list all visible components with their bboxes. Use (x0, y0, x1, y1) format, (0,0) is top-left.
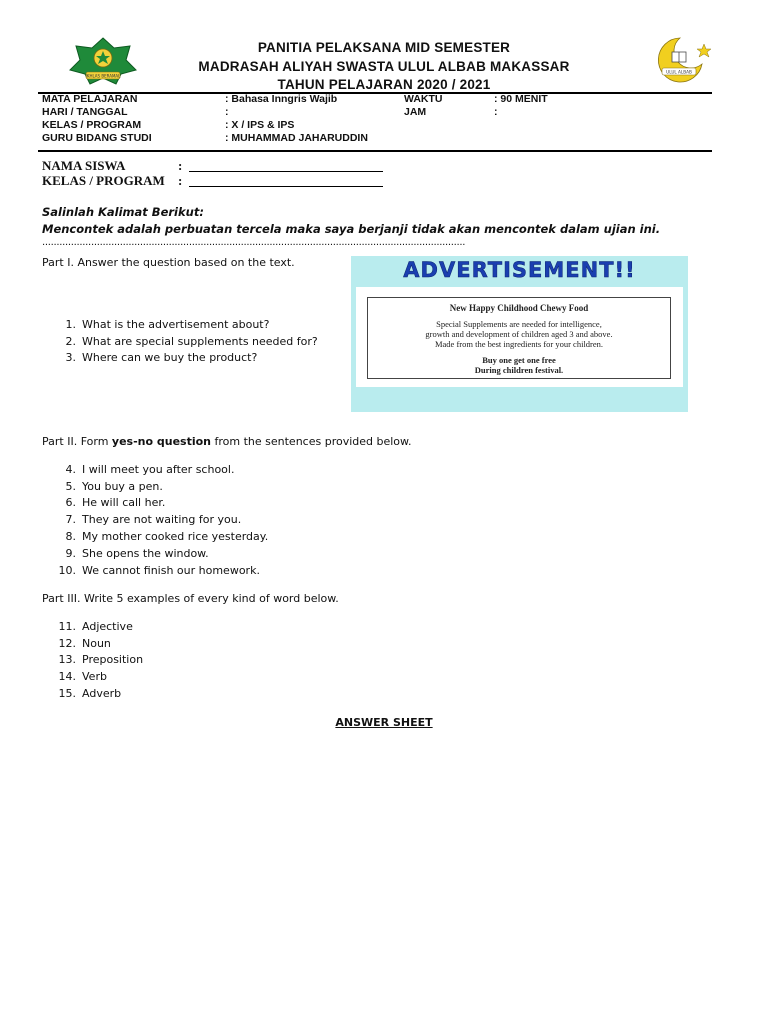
info-divider (38, 150, 712, 152)
part3-heading: Part III. Write 5 examples of every kind of word below. (42, 592, 339, 605)
part3-items (36, 618, 336, 702)
nama-siswa-field[interactable] (189, 159, 383, 172)
list-item: 5. You buy a pen. (65, 479, 163, 493)
header-line-3: TAHUN PELAJARAN 2020 / 2021 (277, 77, 491, 92)
part2-heading: Part II. Form yes-no question from the sentences provided below. (42, 435, 412, 448)
nama-siswa-label: NAMA SISWA (42, 158, 126, 173)
kelas-program-label: KELAS / PROGRAM (42, 173, 165, 188)
jam-label: JAM (404, 106, 427, 118)
list-item: 15. Adverb (58, 687, 122, 701)
kelas-label: KELAS / PROGRAM (42, 119, 142, 131)
hari-value: : (225, 106, 229, 118)
mapel-value: : Bahasa Inngris Wajib (225, 93, 338, 105)
list-item: 12. Noun (58, 636, 111, 650)
waktu-label: WAKTU (404, 93, 443, 105)
part1-questions (36, 316, 346, 366)
header-divider (38, 92, 712, 94)
mapel-label: MATA PELAJARAN (42, 93, 138, 105)
kelas-program-field[interactable] (189, 174, 383, 187)
list-item: 11. Adjective (58, 619, 133, 633)
advertisement-image (351, 256, 688, 412)
list-item: 9. She opens the window. (65, 546, 209, 560)
advertisement-line-3: Made from the best ingredients for your children. (434, 339, 604, 349)
list-item: 3. Where can we buy the product? (65, 351, 258, 365)
svg-text:IKHLAS BERAMAL: IKHLAS BERAMAL (85, 73, 121, 79)
part2-items (36, 461, 436, 579)
list-item: 7. They are not waiting for you. (65, 513, 242, 527)
kelas-colon: : (178, 173, 183, 188)
answer-sheet-heading: ANSWER SHEET (335, 716, 433, 729)
list-item: 2. What are special supplements needed for? (65, 334, 318, 348)
guru-label: GURU BIDANG STUDI (42, 132, 152, 144)
header-line-2: MADRASAH ALIYAH SWASTA ULUL ALBAB MAKASSAR (198, 59, 570, 74)
svg-text:ULUL ALBAB: ULUL ALBAB (666, 69, 692, 75)
advertisement-line-1: Special Supplements are needed for intelligence, (436, 319, 602, 329)
list-item: 10. We cannot finish our homework. (58, 563, 260, 577)
guru-value: : MUHAMMAD JAHARUDDIN (225, 132, 368, 144)
instruction-sentence: Mencontek adalah perbuatan tercela maka saya berjanji tidak akan mencontek dalam ujian ini. (42, 222, 661, 236)
advertisement-offer-2: During children festival. (474, 365, 564, 375)
jam-value: : (494, 106, 498, 118)
list-item: 8. My mother cooked rice yesterday. (65, 530, 269, 544)
list-item: 13. Preposition (58, 653, 144, 667)
header-line-1: PANITIA PELAKSANA MID SEMESTER (257, 40, 511, 55)
list-item: 14. Verb (58, 670, 107, 684)
kelas-value: : X / IPS & IPS (225, 119, 295, 131)
hari-label: HARI / TANGGAL (42, 106, 128, 118)
advertisement-box (367, 297, 671, 379)
advertisement-line-2: growth and development of children aged 3 and above. (425, 329, 613, 339)
part1-heading: Part I. Answer the question based on the text. (42, 256, 295, 269)
list-item: 1. What is the advertisement about? (65, 317, 270, 331)
advertisement-panel (356, 287, 683, 387)
advertisement-title: ADVERTISEMENT!! (403, 258, 636, 282)
list-item: 4. I will meet you after school. (65, 462, 235, 476)
waktu-value: : 90 MENIT (494, 93, 548, 105)
advertisement-offer-1: Buy one get one free (482, 355, 556, 365)
list-item: 6. He will call her. (65, 496, 166, 510)
nama-colon: : (178, 158, 183, 173)
advertisement-product: New Happy Childhood Chewy Food (449, 303, 589, 313)
copy-line[interactable]: ................................................................................................................................................... (42, 237, 466, 248)
instruction-title: Salinlah Kalimat Berikut: (42, 205, 204, 219)
